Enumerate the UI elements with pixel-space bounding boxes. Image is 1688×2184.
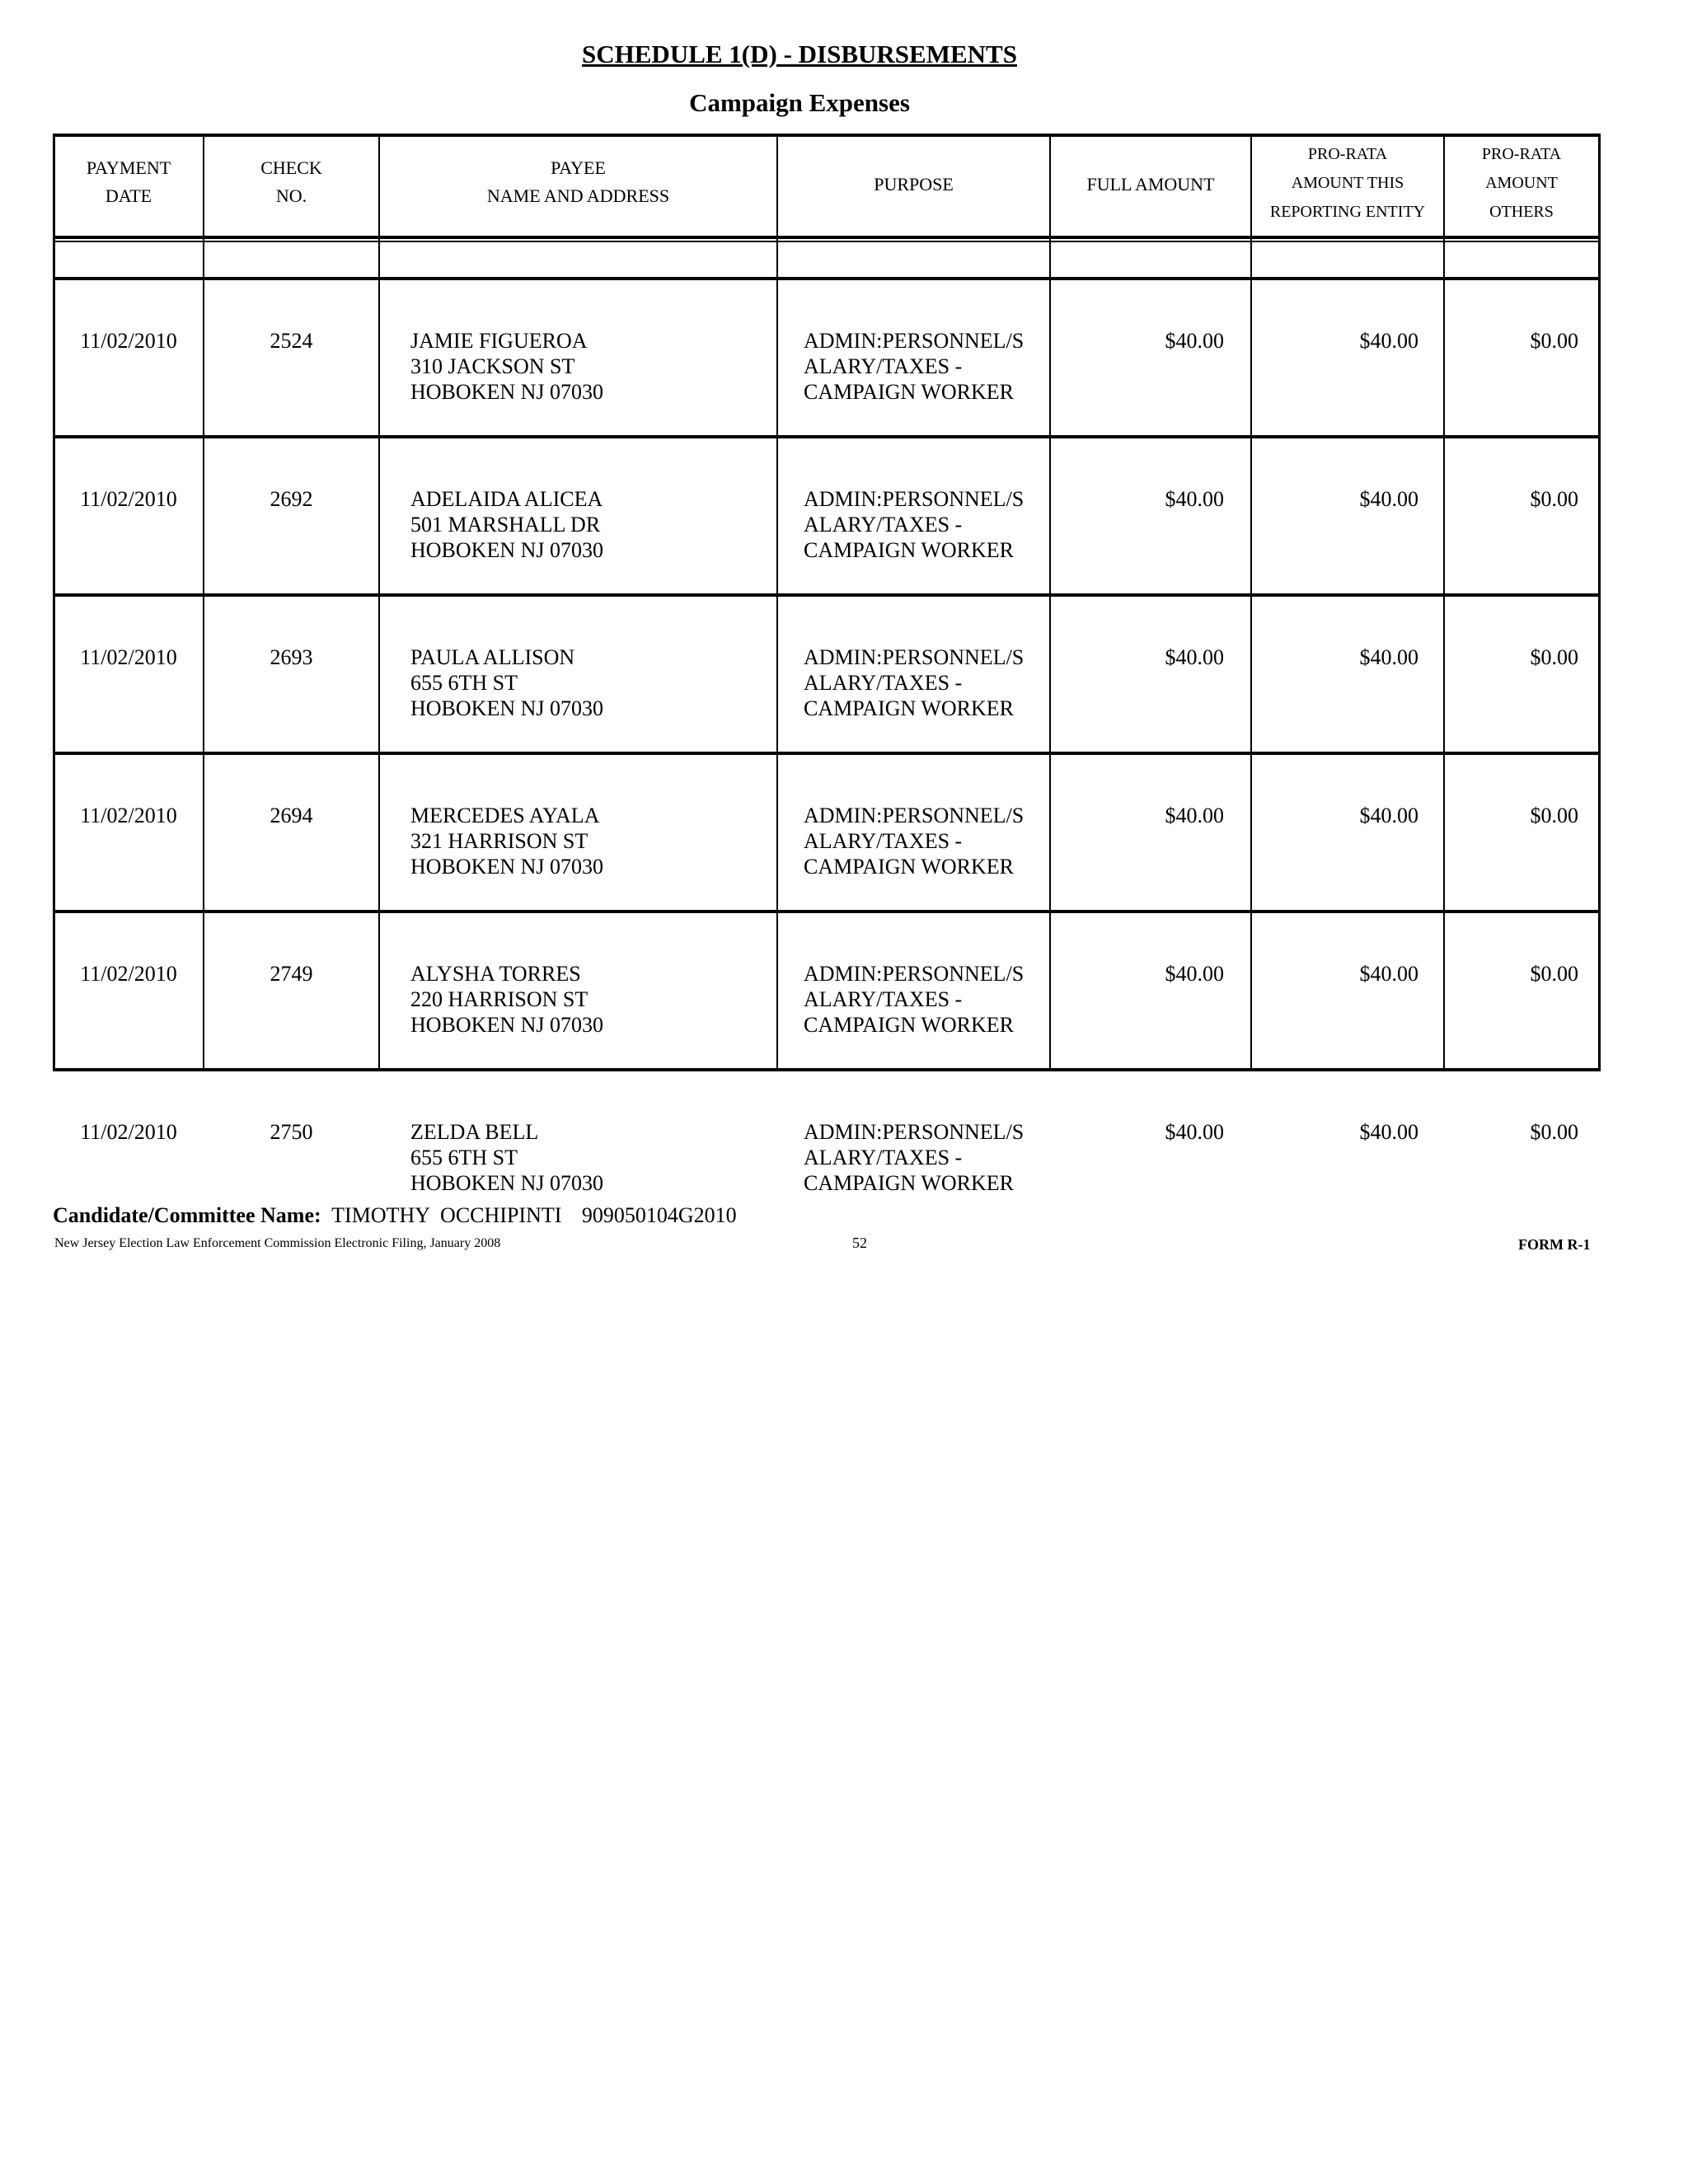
payee-address-line: HOBOKEN NJ 07030 bbox=[410, 538, 603, 562]
purpose-line: ALARY/TAXES - bbox=[804, 1146, 963, 1169]
prorata-others-cell: $0.00 bbox=[1530, 487, 1578, 511]
header-check-no: CHECK NO. bbox=[260, 157, 322, 206]
purpose-line: ALARY/TAXES - bbox=[804, 671, 963, 695]
payee-address-line: 321 HARRISON ST bbox=[410, 829, 588, 853]
payee-address-line: 655 6TH ST bbox=[410, 1146, 518, 1169]
payee-address-line: 220 HARRISON ST bbox=[410, 987, 588, 1011]
prorata-entity-cell: $40.00 bbox=[1359, 329, 1418, 353]
full-amount-cell: $40.00 bbox=[1165, 329, 1224, 353]
purpose-line: ADMIN:PERSONNEL/S bbox=[804, 962, 1025, 986]
purpose-line: ALARY/TAXES - bbox=[804, 987, 963, 1011]
payee-name-cell: JAMIE FIGUEROA bbox=[410, 329, 588, 353]
payment-date-cell: 11/02/2010 bbox=[80, 645, 177, 669]
check-number-cell: 2749 bbox=[270, 962, 313, 986]
prorata-entity-cell: $40.00 bbox=[1359, 962, 1418, 986]
payee-address-line: HOBOKEN NJ 07030 bbox=[410, 1013, 603, 1037]
prorata-others-cell: $0.00 bbox=[1530, 645, 1578, 669]
purpose-line: ALARY/TAXES - bbox=[804, 354, 963, 378]
purpose-line: ADMIN:PERSONNEL/S bbox=[804, 804, 1025, 827]
full-amount-cell: $40.00 bbox=[1165, 1120, 1224, 1144]
purpose-line: ADMIN:PERSONNEL/S bbox=[804, 645, 1025, 669]
prorata-others-cell: $0.00 bbox=[1530, 804, 1578, 827]
check-number-cell: 2693 bbox=[270, 645, 313, 669]
check-number-cell: 2750 bbox=[270, 1120, 313, 1144]
payment-date-cell: 11/02/2010 bbox=[80, 804, 177, 827]
prorata-entity-cell: $40.00 bbox=[1359, 487, 1418, 511]
payee-address-line: HOBOKEN NJ 07030 bbox=[410, 380, 603, 404]
prorata-entity-cell: $40.00 bbox=[1359, 645, 1418, 669]
payee-address-line: HOBOKEN NJ 07030 bbox=[410, 855, 603, 879]
header-purpose: PURPOSE bbox=[874, 174, 954, 194]
payee-name-cell: ZELDA BELL bbox=[410, 1120, 539, 1144]
prorata-others-cell: $0.00 bbox=[1530, 962, 1578, 986]
full-amount-cell: $40.00 bbox=[1165, 645, 1224, 669]
form-id: FORM R-1 bbox=[1518, 1236, 1591, 1253]
prorata-entity-cell: $40.00 bbox=[1359, 1120, 1418, 1144]
payee-address-line: 310 JACKSON ST bbox=[410, 354, 575, 378]
committee-label: Candidate/Committee Name: bbox=[53, 1203, 321, 1227]
purpose-line: CAMPAIGN WORKER bbox=[804, 1013, 1014, 1037]
header-payment-date: PAYMENT DATE bbox=[86, 157, 171, 206]
payee-address-line: HOBOKEN NJ 07030 bbox=[410, 1171, 603, 1195]
payee-name-cell: ADELAIDA ALICEA bbox=[410, 487, 603, 511]
purpose-line: ADMIN:PERSONNEL/S bbox=[804, 1120, 1025, 1144]
payee-name-cell: PAULA ALLISON bbox=[410, 645, 575, 669]
check-number-cell: 2694 bbox=[270, 804, 313, 827]
payee-name-cell: ALYSHA TORRES bbox=[410, 962, 581, 986]
purpose-line: CAMPAIGN WORKER bbox=[804, 1171, 1014, 1195]
committee-id: 909050104G2010 bbox=[581, 1203, 737, 1227]
prorata-others-cell: $0.00 bbox=[1530, 329, 1578, 353]
schedule-subtitle: Campaign Expenses bbox=[689, 88, 910, 117]
header-full-amount: FULL AMOUNT bbox=[1086, 174, 1215, 194]
committee-name-line bbox=[53, 1203, 737, 1228]
payment-date-cell: 11/02/2010 bbox=[80, 329, 177, 353]
schedule-title: SCHEDULE 1(D) - DISBURSEMENTS bbox=[582, 40, 1017, 68]
header-prorata-entity: PRO-RATA AMOUNT THIS REPORTING ENTITY bbox=[1269, 145, 1426, 221]
full-amount-cell: $40.00 bbox=[1165, 804, 1224, 827]
prorata-entity-cell: $40.00 bbox=[1359, 804, 1418, 827]
payee-name-cell: MERCEDES AYALA bbox=[410, 804, 600, 827]
header-prorata-others: PRO-RATA AMOUNT OTHERS bbox=[1481, 145, 1562, 221]
payment-date-cell: 11/02/2010 bbox=[80, 487, 177, 511]
purpose-line: ALARY/TAXES - bbox=[804, 829, 963, 853]
purpose-line: CAMPAIGN WORKER bbox=[804, 855, 1014, 879]
purpose-line: CAMPAIGN WORKER bbox=[804, 696, 1014, 720]
committee-name: TIMOTHY OCCHIPINTI bbox=[331, 1203, 562, 1227]
check-number-cell: 2692 bbox=[270, 487, 313, 511]
page-number: 52 bbox=[852, 1235, 867, 1251]
purpose-line: CAMPAIGN WORKER bbox=[804, 538, 1014, 562]
payee-address-line: HOBOKEN NJ 07030 bbox=[410, 696, 603, 720]
payment-date-cell: 11/02/2010 bbox=[80, 1120, 177, 1144]
payment-date-cell: 11/02/2010 bbox=[80, 962, 177, 986]
full-amount-cell: $40.00 bbox=[1165, 487, 1224, 511]
purpose-line: CAMPAIGN WORKER bbox=[804, 380, 1014, 404]
payee-address-line: 501 MARSHALL DR bbox=[410, 513, 601, 537]
full-amount-cell: $40.00 bbox=[1165, 962, 1224, 986]
header-payee: PAYEE NAME AND ADDRESS bbox=[486, 157, 670, 206]
agency-footer: New Jersey Election Law Enforcement Commission Electronic Filing, January 2008 bbox=[54, 1236, 501, 1250]
prorata-others-cell: $0.00 bbox=[1530, 1120, 1578, 1144]
purpose-line: ALARY/TAXES - bbox=[804, 513, 963, 537]
purpose-line: ADMIN:PERSONNEL/S bbox=[804, 487, 1025, 511]
check-number-cell: 2524 bbox=[270, 329, 313, 353]
payee-address-line: 655 6TH ST bbox=[410, 671, 518, 695]
purpose-line: ADMIN:PERSONNEL/S bbox=[804, 329, 1025, 353]
